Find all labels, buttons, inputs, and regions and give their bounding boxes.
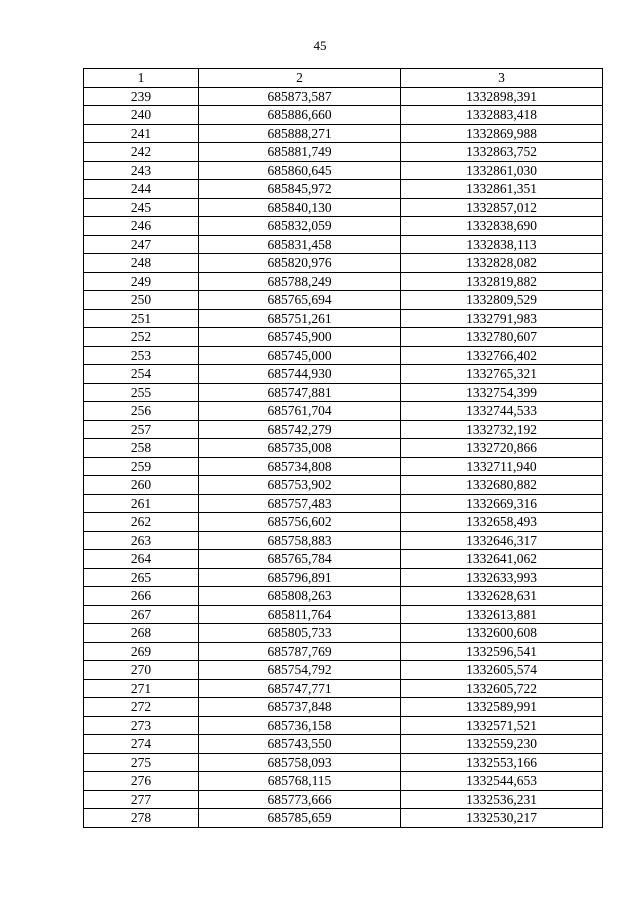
point-number-cell: 264 bbox=[84, 550, 199, 569]
table-row bbox=[84, 568, 603, 587]
point-number-cell: 256 bbox=[84, 402, 199, 421]
point-number-cell: 250 bbox=[84, 291, 199, 310]
table-row bbox=[84, 235, 603, 254]
table-row bbox=[84, 161, 603, 180]
table-row bbox=[84, 624, 603, 643]
x-coordinate-cell: 685757,483 bbox=[199, 494, 401, 513]
table-row bbox=[84, 106, 603, 125]
y-coordinate-cell: 1332680,882 bbox=[401, 476, 603, 495]
x-coordinate-cell: 685753,902 bbox=[199, 476, 401, 495]
point-number-cell: 257 bbox=[84, 420, 199, 439]
y-coordinate-cell: 1332711,940 bbox=[401, 457, 603, 476]
table-row bbox=[84, 143, 603, 162]
page-number: 45 bbox=[313, 38, 327, 53]
y-coordinate-cell: 1332596,541 bbox=[401, 642, 603, 661]
point-number-cell: 274 bbox=[84, 735, 199, 754]
table-row bbox=[84, 291, 603, 310]
y-coordinate-cell: 1332553,166 bbox=[401, 753, 603, 772]
header-col-1: 1 bbox=[84, 69, 199, 88]
x-coordinate-cell: 685820,976 bbox=[199, 254, 401, 273]
point-number-cell: 243 bbox=[84, 161, 199, 180]
y-coordinate-cell: 1332571,521 bbox=[401, 716, 603, 735]
y-coordinate-cell: 1332641,062 bbox=[401, 550, 603, 569]
y-coordinate-cell: 1332838,113 bbox=[401, 235, 603, 254]
x-coordinate-cell: 685754,792 bbox=[199, 661, 401, 680]
table-row bbox=[84, 420, 603, 439]
table-row bbox=[84, 605, 603, 624]
y-coordinate-cell: 1332883,418 bbox=[401, 106, 603, 125]
table-row bbox=[84, 642, 603, 661]
x-coordinate-cell: 685785,659 bbox=[199, 809, 401, 828]
point-number-cell: 258 bbox=[84, 439, 199, 458]
x-coordinate-cell: 685765,694 bbox=[199, 291, 401, 310]
table-row bbox=[84, 531, 603, 550]
table-header bbox=[84, 69, 603, 88]
y-coordinate-cell: 1332544,653 bbox=[401, 772, 603, 791]
point-number-cell: 240 bbox=[84, 106, 199, 125]
y-coordinate-cell: 1332613,881 bbox=[401, 605, 603, 624]
y-coordinate-cell: 1332765,321 bbox=[401, 365, 603, 384]
y-coordinate-cell: 1332658,493 bbox=[401, 513, 603, 532]
x-coordinate-cell: 685831,458 bbox=[199, 235, 401, 254]
table-row bbox=[84, 180, 603, 199]
point-number-cell: 241 bbox=[84, 124, 199, 143]
coordinates-table bbox=[83, 68, 603, 828]
point-number-cell: 252 bbox=[84, 328, 199, 347]
header-col-3: 3 bbox=[401, 69, 603, 88]
x-coordinate-cell: 685736,158 bbox=[199, 716, 401, 735]
y-coordinate-cell: 1332646,317 bbox=[401, 531, 603, 550]
y-coordinate-cell: 1332600,608 bbox=[401, 624, 603, 643]
point-number-cell: 265 bbox=[84, 568, 199, 587]
x-coordinate-cell: 685845,972 bbox=[199, 180, 401, 199]
x-coordinate-cell: 685788,249 bbox=[199, 272, 401, 291]
point-number-cell: 277 bbox=[84, 790, 199, 809]
x-coordinate-cell: 685737,848 bbox=[199, 698, 401, 717]
x-coordinate-cell: 685808,263 bbox=[199, 587, 401, 606]
table-row bbox=[84, 494, 603, 513]
y-coordinate-cell: 1332720,866 bbox=[401, 439, 603, 458]
x-coordinate-cell: 685765,784 bbox=[199, 550, 401, 569]
point-number-cell: 248 bbox=[84, 254, 199, 273]
table-row bbox=[84, 753, 603, 772]
table-row bbox=[84, 476, 603, 495]
table-row bbox=[84, 328, 603, 347]
table-row bbox=[84, 513, 603, 532]
point-number-cell: 254 bbox=[84, 365, 199, 384]
x-coordinate-cell: 685811,764 bbox=[199, 605, 401, 624]
table-row bbox=[84, 587, 603, 606]
x-coordinate-cell: 685742,279 bbox=[199, 420, 401, 439]
point-number-cell: 260 bbox=[84, 476, 199, 495]
y-coordinate-cell: 1332819,882 bbox=[401, 272, 603, 291]
point-number-cell: 273 bbox=[84, 716, 199, 735]
point-number-cell: 261 bbox=[84, 494, 199, 513]
x-coordinate-cell: 685773,666 bbox=[199, 790, 401, 809]
x-coordinate-cell: 685747,881 bbox=[199, 383, 401, 402]
y-coordinate-cell: 1332766,402 bbox=[401, 346, 603, 365]
y-coordinate-cell: 1332863,752 bbox=[401, 143, 603, 162]
header-col-2: 2 bbox=[199, 69, 401, 88]
x-coordinate-cell: 685758,093 bbox=[199, 753, 401, 772]
x-coordinate-cell: 685734,808 bbox=[199, 457, 401, 476]
y-coordinate-cell: 1332589,991 bbox=[401, 698, 603, 717]
x-coordinate-cell: 685758,883 bbox=[199, 531, 401, 550]
y-coordinate-cell: 1332861,351 bbox=[401, 180, 603, 199]
x-coordinate-cell: 685873,587 bbox=[199, 87, 401, 106]
y-coordinate-cell: 1332536,231 bbox=[401, 790, 603, 809]
point-number-cell: 259 bbox=[84, 457, 199, 476]
point-number-cell: 272 bbox=[84, 698, 199, 717]
x-coordinate-cell: 685787,769 bbox=[199, 642, 401, 661]
x-coordinate-cell: 685840,130 bbox=[199, 198, 401, 217]
x-coordinate-cell: 685744,930 bbox=[199, 365, 401, 384]
x-coordinate-cell: 685743,550 bbox=[199, 735, 401, 754]
table-row bbox=[84, 735, 603, 754]
table-row bbox=[84, 679, 603, 698]
y-coordinate-cell: 1332857,012 bbox=[401, 198, 603, 217]
y-coordinate-cell: 1332869,988 bbox=[401, 124, 603, 143]
point-number-cell: 262 bbox=[84, 513, 199, 532]
table-row bbox=[84, 309, 603, 328]
x-coordinate-cell: 685832,059 bbox=[199, 217, 401, 236]
x-coordinate-cell: 685735,008 bbox=[199, 439, 401, 458]
x-coordinate-cell: 685756,602 bbox=[199, 513, 401, 532]
x-coordinate-cell: 685888,271 bbox=[199, 124, 401, 143]
y-coordinate-cell: 1332791,983 bbox=[401, 309, 603, 328]
table-row bbox=[84, 550, 603, 569]
point-number-cell: 242 bbox=[84, 143, 199, 162]
table-row bbox=[84, 272, 603, 291]
y-coordinate-cell: 1332605,574 bbox=[401, 661, 603, 680]
point-number-cell: 239 bbox=[84, 87, 199, 106]
point-number-cell: 245 bbox=[84, 198, 199, 217]
table-row bbox=[84, 124, 603, 143]
point-number-cell: 271 bbox=[84, 679, 199, 698]
x-coordinate-cell: 685751,261 bbox=[199, 309, 401, 328]
table-row bbox=[84, 772, 603, 791]
x-coordinate-cell: 685860,645 bbox=[199, 161, 401, 180]
y-coordinate-cell: 1332754,399 bbox=[401, 383, 603, 402]
y-coordinate-cell: 1332828,082 bbox=[401, 254, 603, 273]
point-number-cell: 276 bbox=[84, 772, 199, 791]
table-row bbox=[84, 254, 603, 273]
point-number-cell: 247 bbox=[84, 235, 199, 254]
table-row bbox=[84, 661, 603, 680]
table-row bbox=[84, 698, 603, 717]
table-row bbox=[84, 87, 603, 106]
table-row bbox=[84, 198, 603, 217]
y-coordinate-cell: 1332628,631 bbox=[401, 587, 603, 606]
point-number-cell: 268 bbox=[84, 624, 199, 643]
y-coordinate-cell: 1332605,722 bbox=[401, 679, 603, 698]
table-row bbox=[84, 365, 603, 384]
point-number-cell: 269 bbox=[84, 642, 199, 661]
y-coordinate-cell: 1332861,030 bbox=[401, 161, 603, 180]
point-number-cell: 255 bbox=[84, 383, 199, 402]
table-row bbox=[84, 809, 603, 828]
point-number-cell: 251 bbox=[84, 309, 199, 328]
table-row bbox=[84, 439, 603, 458]
y-coordinate-cell: 1332809,529 bbox=[401, 291, 603, 310]
y-coordinate-cell: 1332559,230 bbox=[401, 735, 603, 754]
table-row bbox=[84, 716, 603, 735]
table-row bbox=[84, 383, 603, 402]
table-row bbox=[84, 346, 603, 365]
table-row bbox=[84, 457, 603, 476]
point-number-cell: 278 bbox=[84, 809, 199, 828]
point-number-cell: 267 bbox=[84, 605, 199, 624]
x-coordinate-cell: 685886,660 bbox=[199, 106, 401, 125]
point-number-cell: 270 bbox=[84, 661, 199, 680]
point-number-cell: 263 bbox=[84, 531, 199, 550]
y-coordinate-cell: 1332838,690 bbox=[401, 217, 603, 236]
y-coordinate-cell: 1332744,533 bbox=[401, 402, 603, 421]
y-coordinate-cell: 1332898,391 bbox=[401, 87, 603, 106]
point-number-cell: 249 bbox=[84, 272, 199, 291]
x-coordinate-cell: 685745,000 bbox=[199, 346, 401, 365]
header-row bbox=[84, 69, 603, 88]
y-coordinate-cell: 1332780,607 bbox=[401, 328, 603, 347]
x-coordinate-cell: 685768,115 bbox=[199, 772, 401, 791]
table-row bbox=[84, 402, 603, 421]
y-coordinate-cell: 1332633,993 bbox=[401, 568, 603, 587]
x-coordinate-cell: 685796,891 bbox=[199, 568, 401, 587]
x-coordinate-cell: 685881,749 bbox=[199, 143, 401, 162]
table-body bbox=[84, 87, 603, 827]
y-coordinate-cell: 1332530,217 bbox=[401, 809, 603, 828]
x-coordinate-cell: 685745,900 bbox=[199, 328, 401, 347]
y-coordinate-cell: 1332669,316 bbox=[401, 494, 603, 513]
x-coordinate-cell: 685761,704 bbox=[199, 402, 401, 421]
table-row bbox=[84, 790, 603, 809]
x-coordinate-cell: 685747,771 bbox=[199, 679, 401, 698]
y-coordinate-cell: 1332732,192 bbox=[401, 420, 603, 439]
x-coordinate-cell: 685805,733 bbox=[199, 624, 401, 643]
point-number-cell: 266 bbox=[84, 587, 199, 606]
point-number-cell: 246 bbox=[84, 217, 199, 236]
point-number-cell: 244 bbox=[84, 180, 199, 199]
point-number-cell: 275 bbox=[84, 753, 199, 772]
table-row bbox=[84, 217, 603, 236]
point-number-cell: 253 bbox=[84, 346, 199, 365]
